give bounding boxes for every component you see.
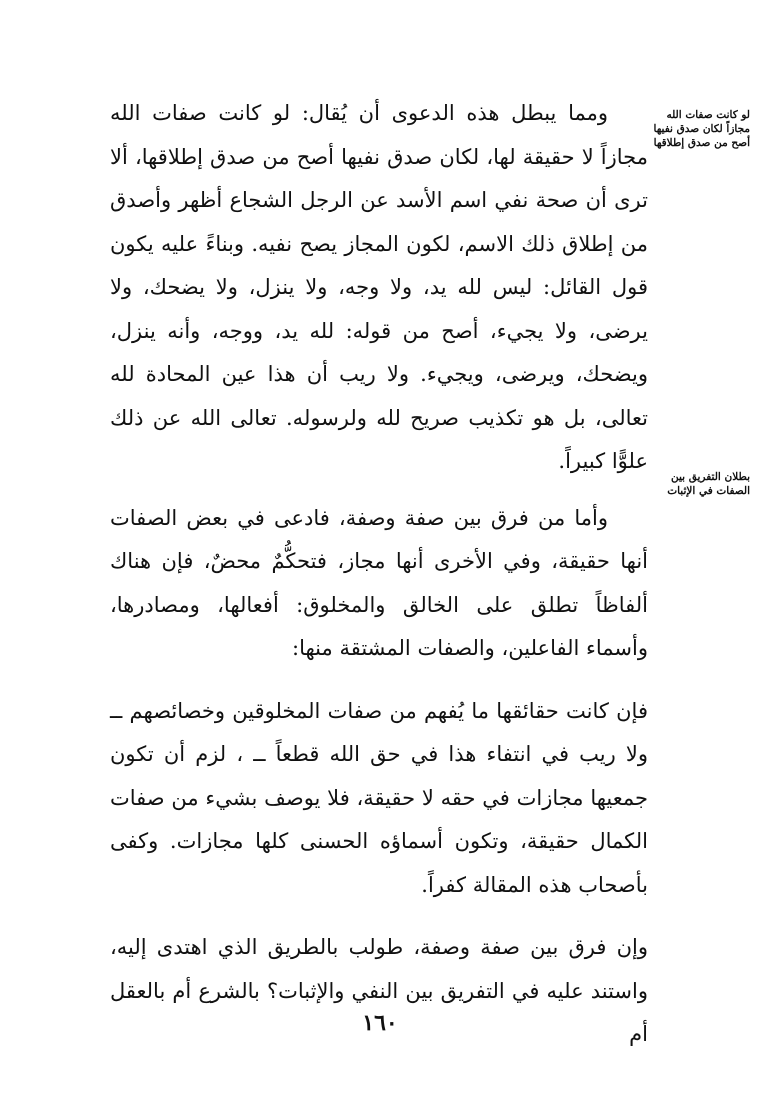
margin-note-figurative-attributes: لو كانت صفات الله مجازاً لكان صدق نفيها أصح من صدق إطلاقها [653,109,750,149]
margin-note-distinction-invalid: بطلان التفريق بين الصفات في الإثبات [667,471,750,497]
paragraph-2: وأما من فرق بين صفة وصفة، فادعى في بعض الصفات أنها حقيقة، وفي الأخرى أنها مجاز، فتحكُّمٌ محضٌ، فإن هناك ألفاظاً تطلق على الخالق والمخلوق: أفعالها، ومصادرها، وأسماء الفاعلين، والصفات المشتقة منها: [110,505,648,660]
paragraph-4: وإن فرق بين صفة وصفة، طولب بالطريق الذي اهتدى إليه، واستند عليه في التفريق بين النفي والإثبات؟ بالشرع أم بالعقل أم [110,935,648,1046]
main-text-column [110,92,648,1057]
paragraph-3: فإن كانت حقائقها ما يُفهم من صفات المخلوقين وخصائصهم ــ ولا ريب في انتفاء هذا في حق الله قطعاً ــ ، لزم أن تكون جمعيها مجازات في حقه لا حقيقة، فلا يوصف بشيء من صفات الكمال حقيقة، وتكون أسماؤه الحسنى كلها مجازات. وكفى بأصحاب هذه المقالة كفراً. [110,698,648,897]
paragraph-1: ومما يبطل هذه الدعوى أن يُقال: لو كانت صفات الله مجازاً لا حقيقة لها، لكان صدق نفيها أصح من صدق إطلاقها، ألا ترى أن صحة نفي اسم الأسد عن الرجل الشجاع أظهر وأصدق من إطلاق ذلك الاسم، لكون المجاز يصح نفيه. وبناءً عليه يكون قول القائل: ليس لله يد، ولا وجه، ولا ينزل، ولا يضحك، ولا يرضى، ولا يجيء، أصح من قوله: لله يد، ووجه، وأنه ينزل، ويضحك، ويرضى، ويجيء. ولا ريب أن هذا عين المحادة لله تعالى، بل هو تكذيب صريح لله ولرسوله. تعالى الله عن ذلك علوًّا كبيراً. [110,101,648,473]
page-number: ١٦٠ [362,1010,398,1036]
